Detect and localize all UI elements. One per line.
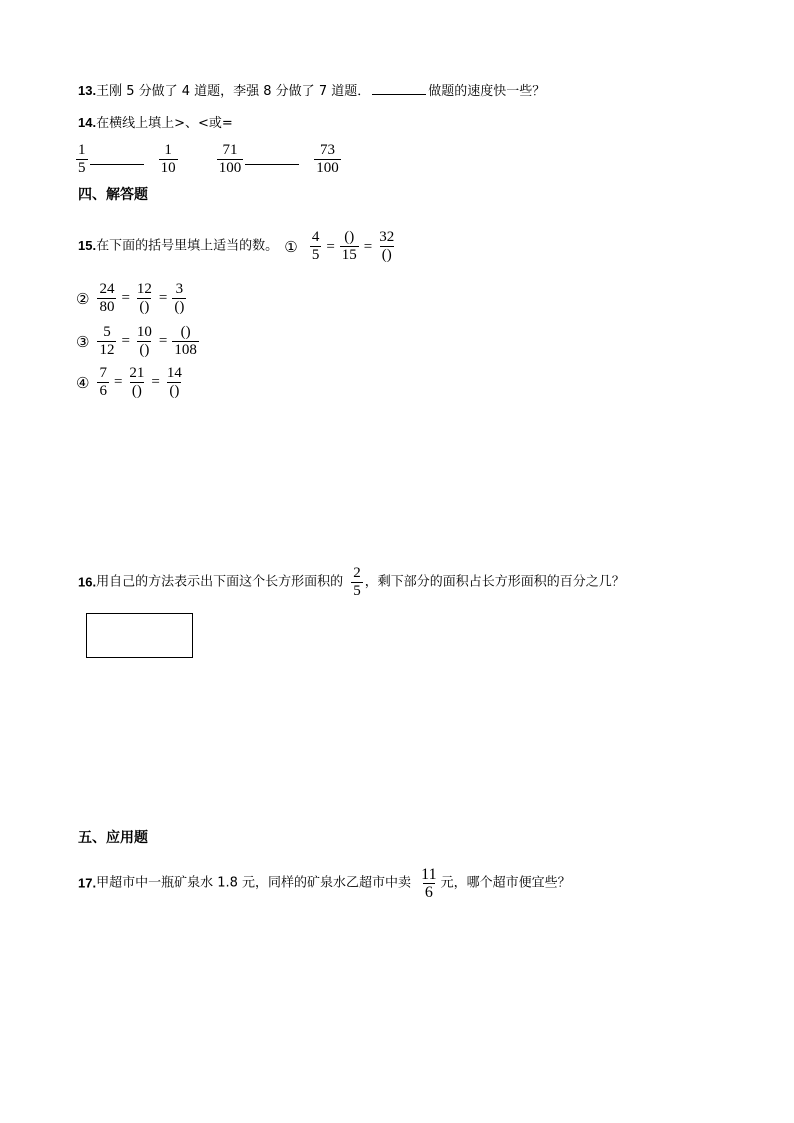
- fraction: $\frac{2}{5}$: [353, 565, 361, 599]
- question-number: 13.: [78, 83, 97, 98]
- rectangle-figure[interactable]: [86, 613, 193, 658]
- question-number: 16.: [78, 574, 97, 590]
- question-text: 甲超市中一瓶矿泉水 1.8 元，同样的矿泉水乙超市中卖: [96, 875, 412, 891]
- fraction: $\frac{4}{5}$: [311, 229, 320, 263]
- fraction: $\frac{11}{6}$: [421, 866, 437, 901]
- fraction: $\frac{7}{6}$: [99, 365, 107, 399]
- fraction: $\frac{12}{()}$: [136, 281, 152, 315]
- question-17: [78, 867, 571, 900]
- fraction: $\frac{()}{108}$: [174, 324, 197, 358]
- equals-sign: =: [121, 290, 130, 306]
- equals-sign: =: [113, 374, 123, 390]
- question-15-item-2: [76, 282, 188, 315]
- question-text: 元，哪个超市便宜些？: [440, 875, 571, 891]
- fraction: $\frac{32}{()}$: [379, 229, 395, 263]
- question-text: 做题的速度快一些？: [428, 84, 546, 99]
- fraction: $\frac{()}{15}$: [341, 229, 357, 263]
- question-13: [78, 82, 545, 101]
- fraction: $\frac{14}{()}$: [166, 365, 182, 399]
- equals-sign: =: [158, 333, 168, 349]
- item-marker: ②: [76, 289, 90, 308]
- section-title: 四、解答题: [78, 187, 148, 203]
- item-marker: ①: [284, 237, 298, 256]
- question-text: 王刚 5 分做了 4 道题，李强 8 分做了 7 道题．: [96, 84, 371, 99]
- fraction: $\frac{71}{100}$: [218, 142, 242, 176]
- question-text: 在横线上填上>、<或=: [96, 116, 233, 131]
- question-15: [78, 230, 398, 263]
- section-title: 五、应用题: [78, 830, 148, 846]
- answer-line[interactable]: [245, 164, 299, 165]
- equals-sign: =: [363, 238, 373, 255]
- fraction: $\frac{3}{()}$: [174, 281, 185, 315]
- equals-sign: =: [326, 238, 335, 255]
- question-number: 17.: [78, 875, 97, 891]
- question-14: [78, 114, 233, 133]
- item-marker: ④: [76, 373, 90, 392]
- question-15-item-4: [76, 366, 186, 399]
- question-number: 14.: [78, 115, 97, 130]
- fraction: $\frac{1}{5}$: [78, 142, 86, 176]
- question-16: [78, 566, 625, 599]
- question-number: 15.: [78, 238, 97, 253]
- comparison-row: [74, 143, 343, 176]
- equals-sign: =: [121, 333, 130, 349]
- fraction: $\frac{21}{()}$: [129, 365, 145, 399]
- fraction: $\frac{1}{10}$: [160, 142, 176, 176]
- item-marker: ③: [76, 332, 90, 351]
- question-15-item-3: [76, 325, 201, 358]
- fraction: $\frac{24}{80}$: [99, 281, 115, 315]
- answer-blank[interactable]: [372, 82, 426, 95]
- answer-line[interactable]: [90, 164, 144, 165]
- fraction: $\frac{5}{12}$: [99, 324, 115, 358]
- question-text: 在下面的括号里填上适当的数。: [96, 238, 279, 254]
- equals-sign: =: [158, 290, 168, 306]
- fraction: $\frac{73}{100}$: [316, 142, 339, 176]
- question-text: ，剩下部分的面积占长方形面积的百分之几？: [364, 574, 625, 590]
- question-text: 用自己的方法表示出下面这个长方形面积的: [96, 574, 344, 590]
- fraction: $\frac{10}{()}$: [136, 324, 152, 358]
- equals-sign: =: [151, 374, 160, 390]
